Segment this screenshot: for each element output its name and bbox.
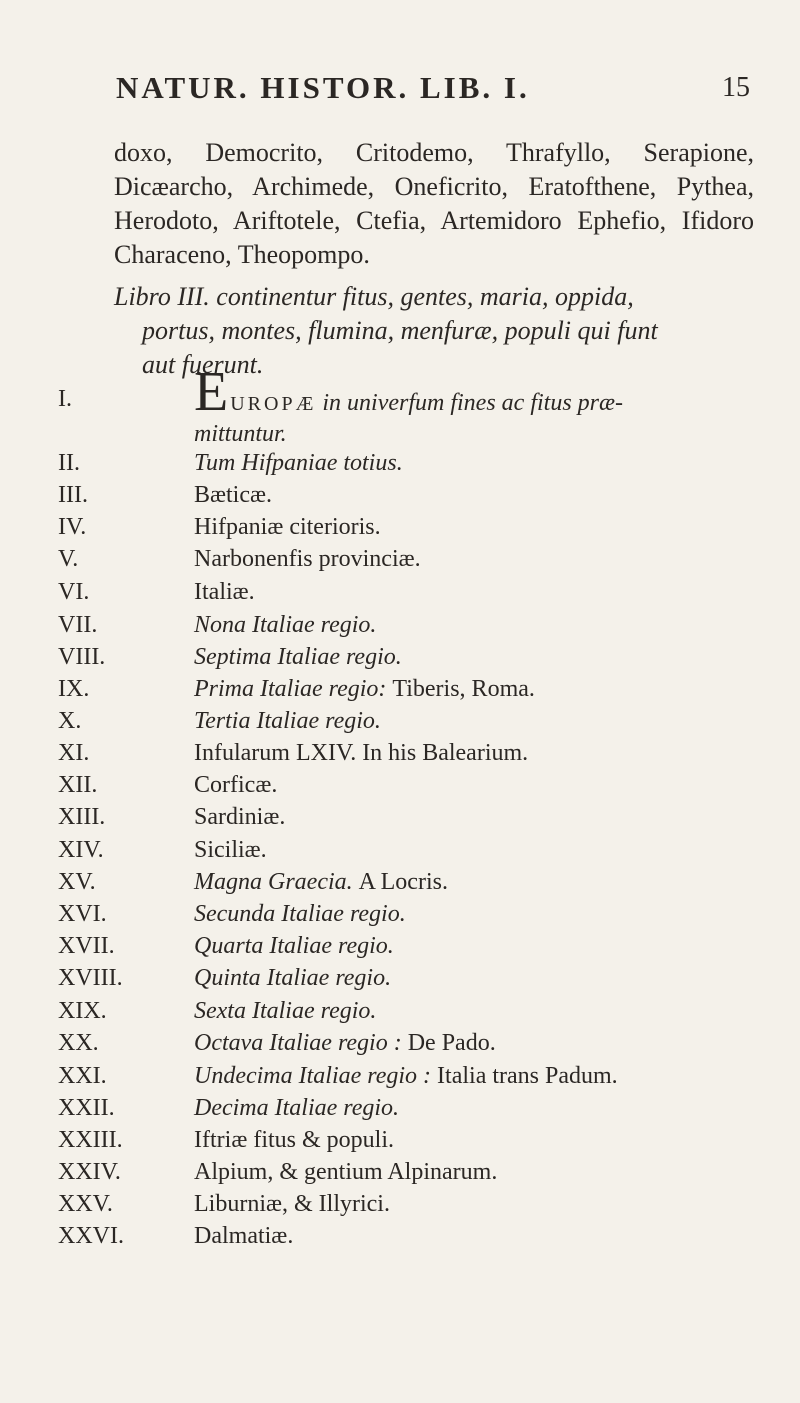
chapter-number: XXII. [58,1095,115,1121]
chapter-title: Alpium, & gentium Alpinarum. [194,1159,498,1185]
chapter-number: XX. [58,1030,99,1056]
chapter-number: II. [58,450,80,476]
chapter-number: VIII. [58,644,106,670]
chapter-title: Dalmatiæ. [194,1223,294,1249]
chapter-title [194,869,794,896]
chapter-title: Secunda Italiae regio. [194,901,406,927]
chapter-number: XIX. [58,998,107,1024]
chapter-title: Quarta Italiae regio. [194,933,394,959]
chapter-number: XXVI. [58,1223,124,1249]
chapter-number: VII. [58,612,98,638]
chapter-title-italic: Octava Italiae regio : [194,1030,408,1056]
chapter-title: Corficæ. [194,772,278,798]
chapter-number: I. [58,386,72,412]
chapter-title-italic: Prima Italiae regio: [194,676,393,702]
drop-cap: E [194,361,229,423]
chapter-number: XVIII. [58,965,123,991]
chapter-title: Narbonenfis provinciæ. [194,546,421,572]
chapter-title: Italiæ. [194,579,255,605]
chapter-title-continuation: mittuntur. [194,421,287,447]
summary-line-1: Libro III. continentur fitus, gentes, maria, oppida, [114,282,634,311]
chapter-title: Septima Italiae regio. [194,644,402,670]
chapter-number: XII. [58,772,98,798]
chapter-title [194,1063,794,1090]
chapter-title-roman: A Locris. [358,869,448,895]
chapter-number: VI. [58,579,90,605]
chapter-title: Siciliæ. [194,837,267,863]
chapter-title: Sardiniæ. [194,804,286,830]
chapter-number: XVI. [58,901,107,927]
summary-line-2: portus, montes, flumina, menfuræ, populi qui funt [142,316,658,345]
chapter-number: XXV. [58,1191,113,1217]
chapter-title: Sexta Italiae regio. [194,998,377,1024]
chapter-title-italic: Magna Graecia. [194,869,359,895]
chapter-title: Quinta Italiae regio. [194,965,392,991]
chapter-title: Tum Hifpaniae totius. [194,450,403,476]
running-title: NATUR. HISTOR. LIB. I. [116,70,530,105]
chapter-number: XIII. [58,804,106,830]
summary-line-3: aut fuerunt. [142,350,264,379]
chapter-title [194,361,794,448]
chapter-title-rest: in univerfum fines ac fitus præ- [316,390,624,416]
chapter-number: III. [58,482,88,508]
chapter-number: XXIV. [58,1159,121,1185]
chapter-title-roman: De Pado. [407,1030,496,1056]
small-caps-word: UROPÆ [230,393,317,415]
chapter-title [194,1030,794,1057]
chapter-title [194,676,794,703]
chapter-title-italic: Undecima Italiae regio : [194,1063,438,1089]
chapter-title: Liburniæ, & Illyrici. [194,1191,390,1217]
chapter-title-roman: Italia trans Padum. [437,1063,618,1089]
chapter-number: IX. [58,676,90,702]
chapter-title: Bæticæ. [194,482,273,508]
chapter-number: XV. [58,869,96,895]
chapter-number: XXI. [58,1063,107,1089]
page-number: 15 [722,72,750,103]
chapter-number: XXIII. [58,1127,123,1153]
chapter-number: X. [58,708,82,734]
chapter-title-roman: Tiberis, Roma. [392,676,535,702]
chapter-number: XI. [58,740,90,766]
chapter-title: Hifpaniæ citerioris. [194,514,381,540]
chapter-title: Tertia Italiae regio. [194,708,381,734]
chapter-title: Infularum LXIV. In his Balearium. [194,740,529,766]
chapter-number: V. [58,546,79,572]
chapter-number: XIV. [58,837,104,863]
chapter-number: IV. [58,514,87,540]
intro-paragraph: doxo, Democrito, Critodemo, Thrafyllo, Serapione, Dicæarcho, Archimede, Oneficrito, Eratofthene, Pythea, Herodoto, Ariftotele, Ctefia, Artemidoro Ephefio, Ifidoro Characeno, Theopompo. [114,138,754,269]
chapter-number: XVII. [58,933,115,959]
chapter-title: Nona Italiae regio. [194,612,377,638]
chapter-title: Decima Italiae regio. [194,1095,400,1121]
chapter-title: Iftriæ fitus & populi. [194,1127,394,1153]
